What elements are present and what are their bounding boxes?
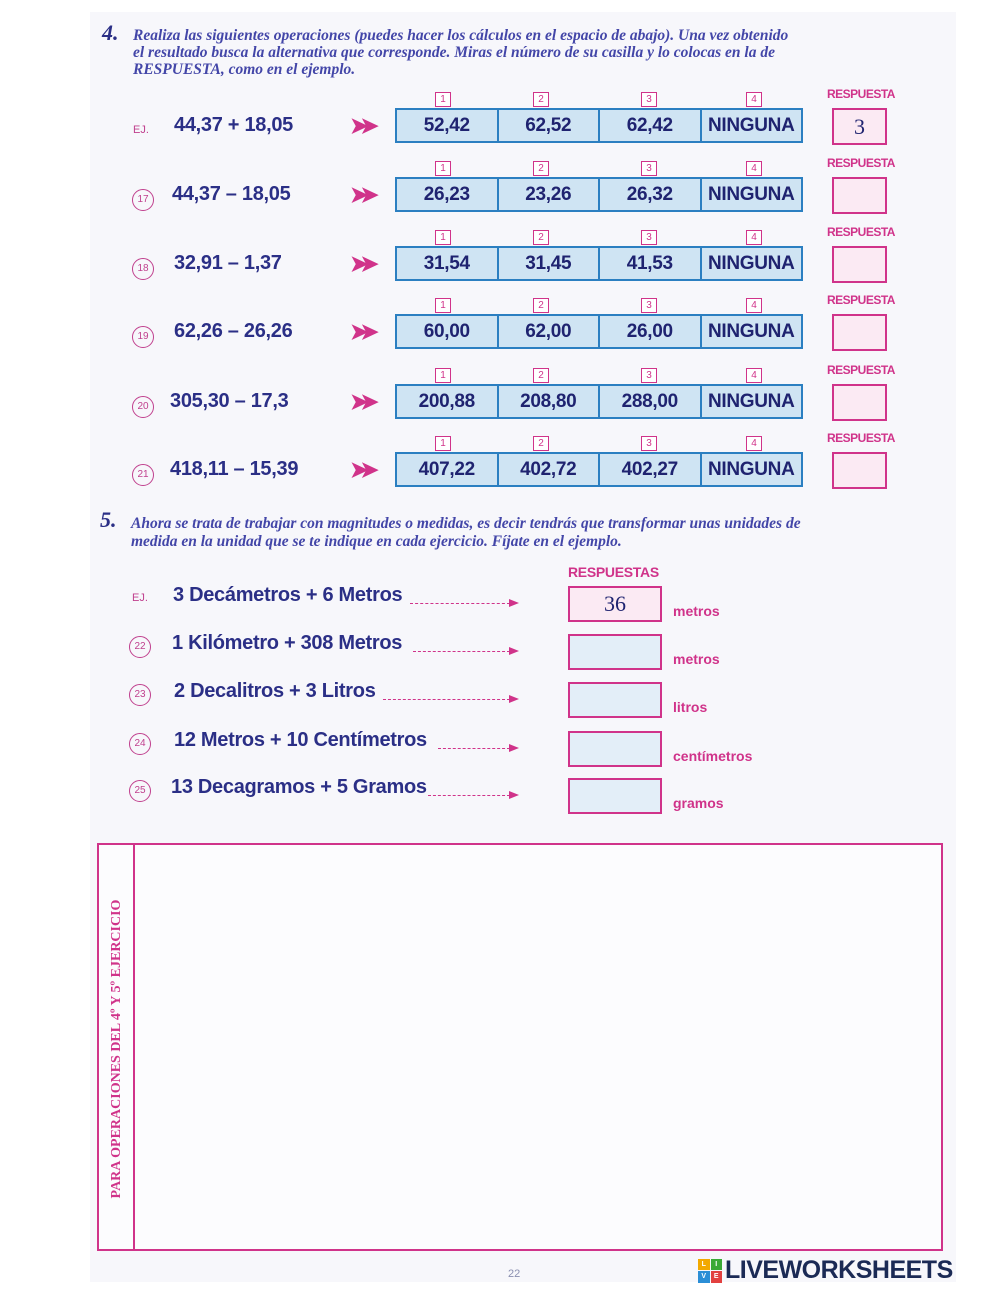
- double-arrow-icon: ➤➤: [350, 389, 371, 414]
- dashed-arrow-line: [428, 795, 510, 796]
- option-number-4: 4: [746, 436, 762, 451]
- section-5-number: 5.: [100, 507, 117, 532]
- operation-expression: 32,91 – 1,37: [174, 252, 282, 274]
- measure-answer-box[interactable]: [568, 778, 662, 814]
- operation-expression: 62,26 – 26,26: [174, 320, 293, 342]
- response-label: RESPUESTA: [827, 363, 895, 377]
- arrow-head-icon: [509, 599, 519, 607]
- operation-expression: 418,11 – 15,39: [170, 458, 299, 480]
- option-3: 288,00: [600, 386, 702, 417]
- operations-work-area[interactable]: [97, 843, 943, 1251]
- response-label: RESPUESTA: [827, 431, 895, 445]
- measure-expression: 13 Decagramos + 5 Gramos: [171, 776, 427, 798]
- option-number-3: 3: [641, 92, 657, 107]
- section-5-instruction-line-2: medida en la unidad que se te indique en cada ejercicio. Fíjate en el ejemplo.: [131, 533, 622, 550]
- exercise-number: EJ.: [132, 592, 148, 604]
- exercise-number: 21: [132, 464, 154, 486]
- logo-letter-e: E: [711, 1271, 723, 1283]
- double-arrow-icon: ➤➤: [350, 251, 371, 276]
- dashed-arrow-line: [438, 748, 510, 749]
- measure-answer-box: 36: [568, 586, 662, 622]
- option-number-2: 2: [533, 230, 549, 245]
- double-arrow-icon: ➤➤: [350, 182, 371, 207]
- exercise-number: 19: [132, 326, 154, 348]
- section-4-number: 4.: [102, 20, 119, 45]
- exercise-number: 18: [132, 258, 154, 280]
- arrow-head-icon: [509, 647, 519, 655]
- option-number-2: 2: [533, 92, 549, 107]
- option-1: 200,88: [397, 386, 499, 417]
- work-area-side-panel: [99, 845, 135, 1249]
- answer-box[interactable]: [832, 314, 887, 351]
- answer-box: 3: [832, 108, 887, 145]
- arrow-head-icon: [509, 695, 519, 703]
- arrow-head-icon: [509, 744, 519, 752]
- operation-expression: 305,30 – 17,3: [170, 390, 289, 412]
- option-3: 402,27: [600, 454, 702, 485]
- option-number-3: 3: [641, 436, 657, 451]
- measure-expression: 1 Kilómetro + 308 Metros: [172, 632, 403, 654]
- option-3: 41,53: [600, 248, 702, 279]
- option-number-3: 3: [641, 230, 657, 245]
- response-label: RESPUESTA: [827, 87, 895, 101]
- liveworksheets-logo-icon: [698, 1259, 722, 1283]
- option-4: NINGUNA: [707, 458, 795, 480]
- option-number-1: 1: [435, 230, 451, 245]
- arrow-head-icon: [509, 791, 519, 799]
- unit-label: gramos: [673, 795, 724, 811]
- option-1: 60,00: [397, 316, 499, 347]
- measure-answer-box[interactable]: [568, 682, 662, 718]
- exercise-number: 24: [129, 733, 151, 755]
- option-2: 62,00: [499, 316, 601, 347]
- option-number-2: 2: [533, 436, 549, 451]
- option-number-3: 3: [641, 368, 657, 383]
- options-row: [395, 384, 803, 419]
- unit-label: metros: [673, 603, 720, 619]
- exercise-number: 17: [132, 189, 154, 211]
- brand-name: LIVEWORKSHEETS: [725, 1256, 953, 1284]
- double-arrow-icon: ➤➤: [350, 319, 371, 344]
- option-number-3: 3: [641, 161, 657, 176]
- responses-header: RESPUESTAS: [568, 564, 659, 580]
- option-1: 407,22: [397, 454, 499, 485]
- section-5-instruction-line-1: Ahora se trata de trabajar con magnitudes o medidas, es decir tendrás que transformar unas unidades de: [131, 515, 801, 532]
- double-arrow-icon: ➤➤: [350, 113, 371, 138]
- unit-label: litros: [673, 699, 708, 715]
- option-number-4: 4: [746, 368, 762, 383]
- measure-expression: 2 Decalitros + 3 Litros: [174, 680, 376, 702]
- dashed-arrow-line: [410, 603, 510, 604]
- option-4: NINGUNA: [707, 252, 795, 274]
- answer-box[interactable]: [832, 384, 887, 421]
- option-number-1: 1: [435, 298, 451, 313]
- option-2: 31,45: [499, 248, 601, 279]
- option-number-2: 2: [533, 368, 549, 383]
- option-4: NINGUNA: [707, 320, 795, 342]
- option-2: 23,26: [499, 179, 601, 210]
- option-4: NINGUNA: [707, 114, 795, 136]
- option-number-1: 1: [435, 436, 451, 451]
- option-2: 402,72: [499, 454, 601, 485]
- measure-expression: 12 Metros + 10 Centímetros: [174, 729, 427, 751]
- option-number-4: 4: [746, 230, 762, 245]
- option-4: NINGUNA: [707, 390, 795, 412]
- response-label: RESPUESTA: [827, 225, 895, 239]
- exercise-number: EJ.: [133, 124, 149, 136]
- option-number-1: 1: [435, 161, 451, 176]
- operation-expression: 44,37 – 18,05: [172, 183, 291, 205]
- measure-answer-box[interactable]: [568, 634, 662, 670]
- option-number-2: 2: [533, 161, 549, 176]
- option-1: 31,54: [397, 248, 499, 279]
- logo-letter-v: V: [698, 1271, 710, 1283]
- logo-letter-i: I: [711, 1259, 723, 1271]
- option-number-1: 1: [435, 368, 451, 383]
- answer-box[interactable]: [832, 452, 887, 489]
- options-row: [395, 314, 803, 349]
- options-row: [395, 177, 803, 212]
- options-row: [395, 246, 803, 281]
- measure-expression: 3 Decámetros + 6 Metros: [173, 584, 403, 606]
- unit-label: centímetros: [673, 748, 753, 764]
- exercise-number: 20: [132, 396, 154, 418]
- response-label: RESPUESTA: [827, 293, 895, 307]
- section-4-instruction-line-1: Realiza las siguientes operaciones (puedes hacer los cálculos en el espacio de abajo). Una vez obtenido: [133, 27, 789, 44]
- response-label: RESPUESTA: [827, 156, 895, 170]
- dashed-arrow-line: [413, 651, 510, 652]
- double-arrow-icon: ➤➤: [350, 457, 371, 482]
- option-3: 62,42: [600, 110, 702, 141]
- measure-answer-box[interactable]: [568, 731, 662, 767]
- options-row: [395, 108, 803, 143]
- option-number-2: 2: [533, 298, 549, 313]
- logo-letter-l: L: [698, 1259, 710, 1271]
- liveworksheets-brand: [698, 1256, 953, 1285]
- option-number-4: 4: [746, 161, 762, 176]
- options-row: [395, 452, 803, 487]
- page-number: 22: [508, 1268, 521, 1280]
- option-number-4: 4: [746, 298, 762, 313]
- option-number-3: 3: [641, 298, 657, 313]
- option-3: 26,32: [600, 179, 702, 210]
- option-number-1: 1: [435, 92, 451, 107]
- exercise-number: 23: [129, 684, 151, 706]
- option-2: 62,52: [499, 110, 601, 141]
- option-1: 26,23: [397, 179, 499, 210]
- option-number-4: 4: [746, 92, 762, 107]
- exercise-number: 25: [129, 780, 151, 802]
- work-area-label: PARA OPERACIONES DEL 4º Y 5º EJERCICIO: [109, 899, 124, 1199]
- section-4-instruction-line-3: RESPUESTA, como en el ejemplo.: [133, 61, 356, 78]
- option-3: 26,00: [600, 316, 702, 347]
- answer-box[interactable]: [832, 177, 887, 214]
- exercise-number: 22: [129, 636, 151, 658]
- answer-box[interactable]: [832, 246, 887, 283]
- dashed-arrow-line: [383, 699, 510, 700]
- option-4: NINGUNA: [707, 183, 795, 205]
- option-2: 208,80: [499, 386, 601, 417]
- option-1: 52,42: [397, 110, 499, 141]
- unit-label: metros: [673, 651, 720, 667]
- operation-expression: 44,37 + 18,05: [174, 114, 293, 136]
- section-4-instruction-line-2: el resultado busca la alternativa que corresponde. Miras el número de su casilla y lo colocas en la de: [133, 44, 775, 61]
